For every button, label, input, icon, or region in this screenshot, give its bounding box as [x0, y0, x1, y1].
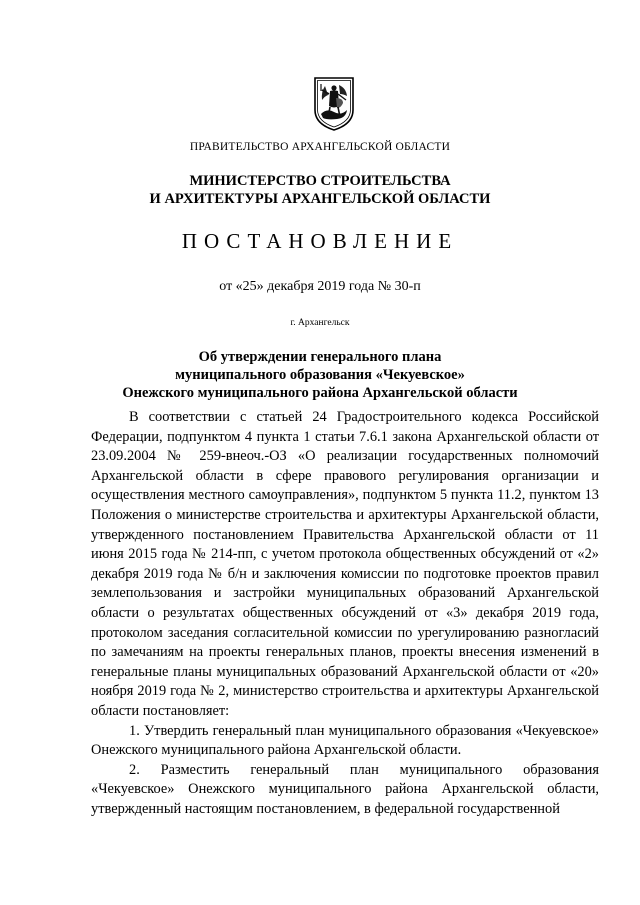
ministry-name-line: И АРХИТЕКТУРЫ АРХАНГЕЛЬСКОЙ ОБЛАСТИ	[149, 191, 491, 207]
resolution-item-1: 1. Утвердить генеральный план муниципального образования «Чекуевское» Онежского муниципального района Архангельской области.	[91, 722, 599, 759]
document-date: от «25» декабря 2019 года № 30-п	[219, 279, 421, 294]
document-title-line: муниципального образования «Чекуевское»	[175, 367, 465, 383]
ministry-name-line: МИНИСТЕРСТВО СТРОИТЕЛЬСТВА	[189, 173, 451, 189]
arkhangelsk-coat-of-arms-icon	[313, 76, 355, 132]
document-body	[91, 408, 599, 819]
resolution-item-2: 2. Разместить генеральный план муниципального образования «Чекуевское» Онежского муниципального района Архангельской области, утвержденный настоящим постановлением, в федеральной государственной	[91, 761, 599, 817]
document-city: г. Архангельск	[290, 318, 350, 328]
preamble-paragraph: В соответствии с статьей 24 Градостроительного кодекса Российской Федерации, подпунктом 4 пункта 1 статьи 7.6.1 закона Архангельской области от 23.09.2004 № 259-внеоч.-ОЗ «О реализации государственных полномочий Архангельской области в сфере правового регулирования организации и осуществления местного самоуправления», подпунктом 5 пункта 11.2, пунктом 13 Положения о министерстве строительства и архитектуры Архангельской области, утвержденного постановлением Правительства Архангельской области от 11 июня 2015 года № 214-пп, с учетом протокола общественных обсуждений от «2» декабря 2019 года № б/н и заключения комиссии по подготовке проектов правил землепользования и застройки муниципальных образований Архангельской области о результатах общественных обсуждений от «3» декабря 2019 года, протоколом заседания согласительной комиссии по урегулированию разногласий по замечаниям на проекты генеральных планов, проекты внесения изменений в генеральные планы муниципальных образований Архангельской области от «20» ноября 2019 года № 2, министерство строительства и архитектуры Архангельской области постановляет:	[91, 409, 599, 719]
ministry-name	[0, 172, 640, 208]
document-title-line: Онежского муниципального района Архангельской области	[122, 385, 518, 401]
government-name: ПРАВИТЕЛЬСТВО АРХАНГЕЛЬСКОЙ ОБЛАСТИ	[189, 141, 451, 153]
document-title-line: Об утверждении генерального плана	[198, 349, 442, 365]
document-title	[0, 348, 640, 402]
document-type: ПОСТАНОВЛЕНИЕ	[181, 229, 459, 253]
